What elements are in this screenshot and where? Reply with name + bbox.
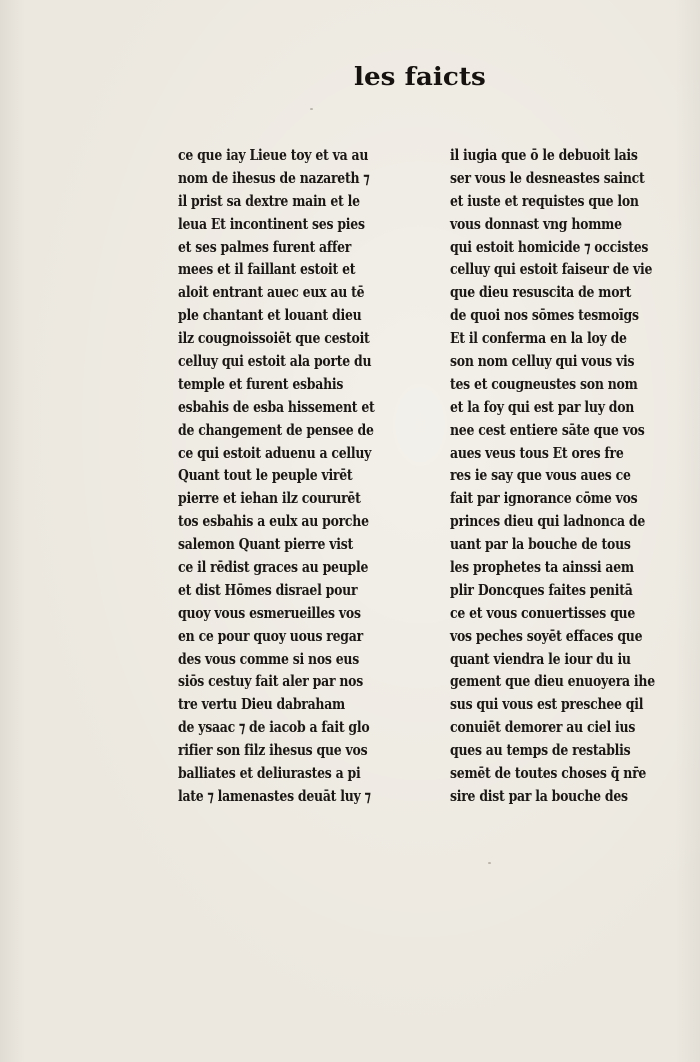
text-line: uant par la bouche de tous <box>450 536 631 554</box>
text-line: late ⁊ lamenastes deuāt luy ⁊ <box>178 787 371 805</box>
text-line: quoy vous esmerueilles vos <box>178 604 361 622</box>
running-head: les faicts <box>354 62 486 91</box>
text-line: de quoi nos sōmes tesmoīgs <box>450 307 639 325</box>
text-line: qui estoit homicide ⁊ occistes <box>450 238 649 256</box>
text-line: vos peches soyēt effaces que <box>450 627 643 645</box>
text-line: nom de ihesus de nazareth ⁊ <box>178 169 370 187</box>
text-line: en ce pour quoy uous regar <box>178 627 363 645</box>
text-line: aloit entrant auec eux au tē <box>178 284 365 302</box>
text-line: esbahis de esba hissement et <box>178 398 375 416</box>
text-line: ple chantant et louant dieu <box>178 307 362 325</box>
text-line: ce qui estoit aduenu a celluy <box>178 444 372 462</box>
text-line: sus qui vous est preschee qil <box>450 696 644 714</box>
text-line: plir Doncques faites penitā <box>450 581 633 599</box>
text-line: ilz cougnoissoiēt que cestoit <box>178 330 370 348</box>
right-text-column <box>450 145 690 809</box>
text-line: tre vertu Dieu dabraham <box>178 696 346 714</box>
text-line: tes et cougneustes son nom <box>450 375 638 393</box>
text-line: les prophetes ta ainssi aem <box>450 559 634 577</box>
text-line: tos esbahis a eulx au porche <box>178 513 369 531</box>
text-line: il prist sa dextre main et le <box>178 192 360 210</box>
text-line: rifier son filz ihesus que vos <box>178 742 368 760</box>
text-line: ser vous le desneastes sainct <box>450 169 645 187</box>
text-line: res ie say que vous aues ce <box>450 467 631 485</box>
text-line: fait par ignorance cōme vos <box>450 490 638 508</box>
text-line: de ysaac ⁊ de iacob a fait glo <box>178 719 370 737</box>
text-line: quant viendra le iour du iu <box>450 650 631 668</box>
text-line: que dieu resuscita de mort <box>450 284 632 302</box>
text-line: mees et il faillant estoit et <box>178 261 356 279</box>
text-line: princes dieu qui ladnonca de <box>450 513 646 531</box>
text-line: nee cest entiere sāte que vos <box>450 421 645 439</box>
text-line: vous donnast vng homme <box>450 215 622 233</box>
text-line: leua Et incontinent ses pies <box>178 215 365 233</box>
text-line: temple et furent esbahis <box>178 375 344 393</box>
text-line: il iugia que ō le debuoit lais <box>450 147 638 164</box>
text-line: et ses palmes furent affer <box>178 238 352 256</box>
text-line: et la foy qui est par luy don <box>450 398 635 416</box>
text-line: et dist Hōmes disrael pour <box>178 581 358 599</box>
text-line: salemon Quant pierre vist <box>178 536 353 554</box>
text-line: Quant tout le peuple virēt <box>178 467 353 485</box>
paper-speck <box>310 108 313 110</box>
text-line: et iuste et requistes que lon <box>450 192 639 210</box>
text-line: aues veus tous Et ores fre <box>450 444 624 462</box>
text-line: son nom celluy qui vous vis <box>450 353 635 371</box>
text-line: ce et vous conuertisses que <box>450 604 636 622</box>
text-line: gement que dieu enuoyera ihe <box>450 673 655 691</box>
text-line: des vous comme si nos eus <box>178 650 360 668</box>
paper-speck <box>488 862 491 864</box>
text-line: conuiēt demorer au ciel ius <box>450 719 636 737</box>
text-line: ce il rēdist graces au peuple <box>178 559 369 577</box>
left-text-column <box>178 145 410 809</box>
text-line: de changement de pensee de <box>178 421 374 439</box>
text-line: Et il conferma en la loy de <box>450 330 627 348</box>
text-line: sire dist par la bouche des <box>450 787 628 805</box>
text-line: ce que iay Lieue toy et va au <box>178 147 369 164</box>
text-line: siōs cestuy fait aler par nos <box>178 673 363 691</box>
text-line: pierre et iehan ilz coururēt <box>178 490 361 508</box>
text-line: celluy qui estoit ala porte du <box>178 353 372 371</box>
text-line: semēt de toutes choses q̄ nr̄e <box>450 765 647 783</box>
text-line: ques au temps de restablis <box>450 742 631 760</box>
text-line: balliates et deliurastes a pi <box>178 765 361 783</box>
text-line: celluy qui estoit faiseur de vie <box>450 261 653 279</box>
